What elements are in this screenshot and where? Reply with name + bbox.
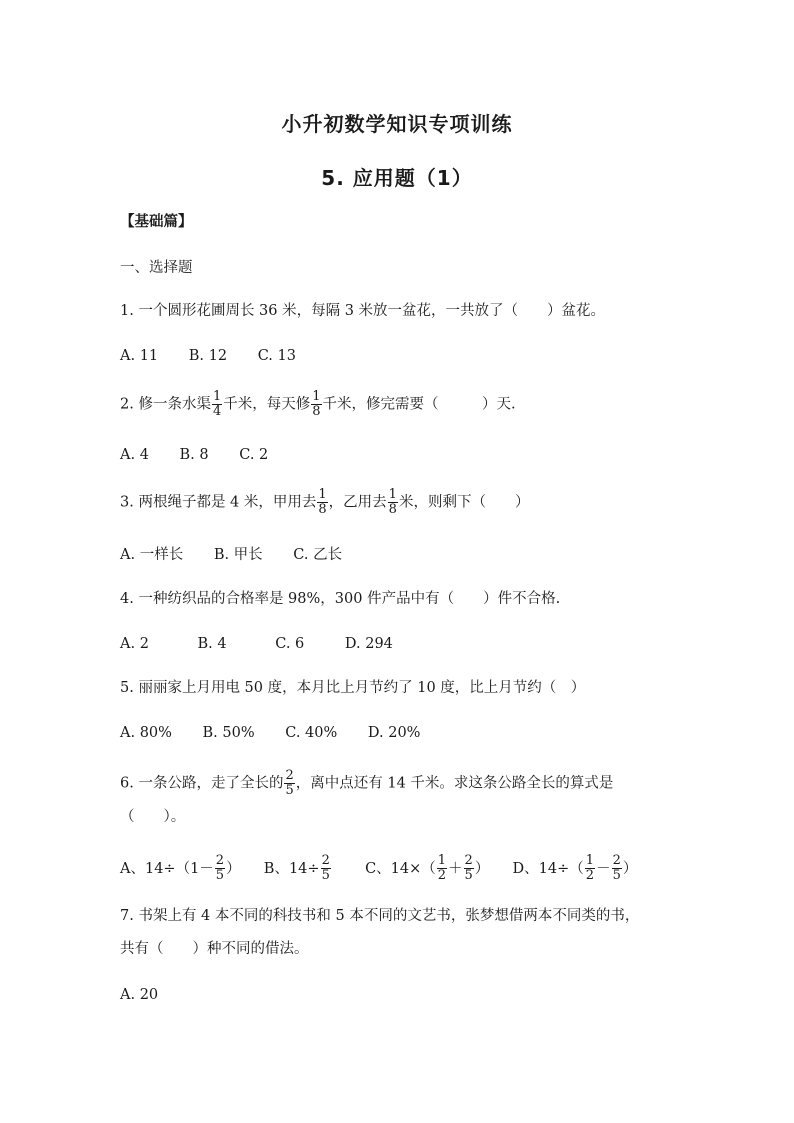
question-6 <box>120 769 613 798</box>
option: C. 6 <box>275 636 305 652</box>
question-text: 3. 两根绳子都是 4 米，甲用去 <box>120 494 317 511</box>
fraction: $\frac{1}{4}$ <box>212 389 222 419</box>
question-7: 7. 书架上有 4 本不同的科技书和 5 本不同的文艺书，张梦想借两本不同类的书， <box>120 908 640 924</box>
question-4: 4. 一种纺织品的合格率是 98%，300 件产品中有（ ）件不合格. <box>120 591 561 607</box>
option: A. 20 <box>120 987 159 1003</box>
question-text: ，乙用去 <box>328 494 387 511</box>
option: A. 4 <box>120 447 149 463</box>
question-text: 千米，每天修 <box>223 396 311 413</box>
option: A. 11 <box>120 348 159 364</box>
question-6-options <box>120 854 637 883</box>
question-5: 5. 丽丽家上月用电 50 度，本月比上月节约了 10 度，比上月节约（ ） <box>120 680 586 696</box>
option: B. 甲长 <box>213 547 263 563</box>
option-d: D、14÷（ $\frac{1}{2}$ － $\frac{2}{5}$ ） <box>512 853 638 883</box>
option: C. 2 <box>239 447 269 463</box>
fraction: $\frac{2}{5}$ <box>285 768 294 798</box>
option: B. 50% <box>202 725 255 741</box>
question-4-options <box>120 634 419 654</box>
part-heading: 一、选择题 <box>120 260 193 276</box>
option: C. 乙长 <box>293 547 343 563</box>
question-text: ，离中点还有 14 千米。求这条公路全长的算式是 <box>295 775 614 792</box>
question-3-options <box>120 545 368 565</box>
option: B. 4 <box>197 636 227 652</box>
fraction: $\frac{1}{8}$ <box>388 487 397 517</box>
question-7-options <box>120 985 184 1005</box>
option: B. 8 <box>179 447 209 463</box>
option-a: A、14÷（1－ $\frac{2}{5}$ ） <box>120 853 241 883</box>
question-1-options <box>120 346 322 366</box>
section-label: 【基础篇】 <box>120 214 193 230</box>
question-text: 千米，修完需要（ ）天. <box>322 396 516 413</box>
question-6-continuation: （ ）。 <box>120 809 186 825</box>
option: A. 80% <box>120 725 172 741</box>
question-text: 6. 一条公路，走了全长的 <box>120 775 284 792</box>
option: B. 12 <box>188 348 228 364</box>
option-c: C、14×（ $\frac{1}{2}$ ＋ $\frac{2}{5}$ ） <box>365 853 490 883</box>
fraction: $\frac{1}{8}$ <box>312 389 321 419</box>
question-5-options <box>120 723 446 743</box>
option: C. 13 <box>257 348 296 364</box>
option: A. 一样长 <box>120 547 184 563</box>
page-subtitle: 5. 应用题（1） <box>321 166 473 190</box>
question-text: 米，则剩下（ ） <box>398 494 530 511</box>
fraction: $\frac{1}{8}$ <box>318 487 327 517</box>
question-7-continuation: 共有（ ）种不同的借法。 <box>120 941 309 957</box>
option: D. 294 <box>344 636 393 652</box>
option: D. 20% <box>367 725 421 741</box>
question-2-options <box>120 445 294 465</box>
question-2 <box>120 390 516 419</box>
option: C. 40% <box>285 725 338 741</box>
question-1: 1. 一个圆形花圃周长 36 米，每隔 3 米放一盆花，一共放了（ ）盆花。 <box>120 303 606 319</box>
page-title: 小升初数学知识专项训练 <box>281 112 513 136</box>
option: A. 2 <box>120 636 149 652</box>
option-b: B、14÷ $\frac{2}{5}$ <box>263 853 330 883</box>
question-text: 2. 修一条水渠 <box>120 396 211 413</box>
question-3 <box>120 488 529 517</box>
